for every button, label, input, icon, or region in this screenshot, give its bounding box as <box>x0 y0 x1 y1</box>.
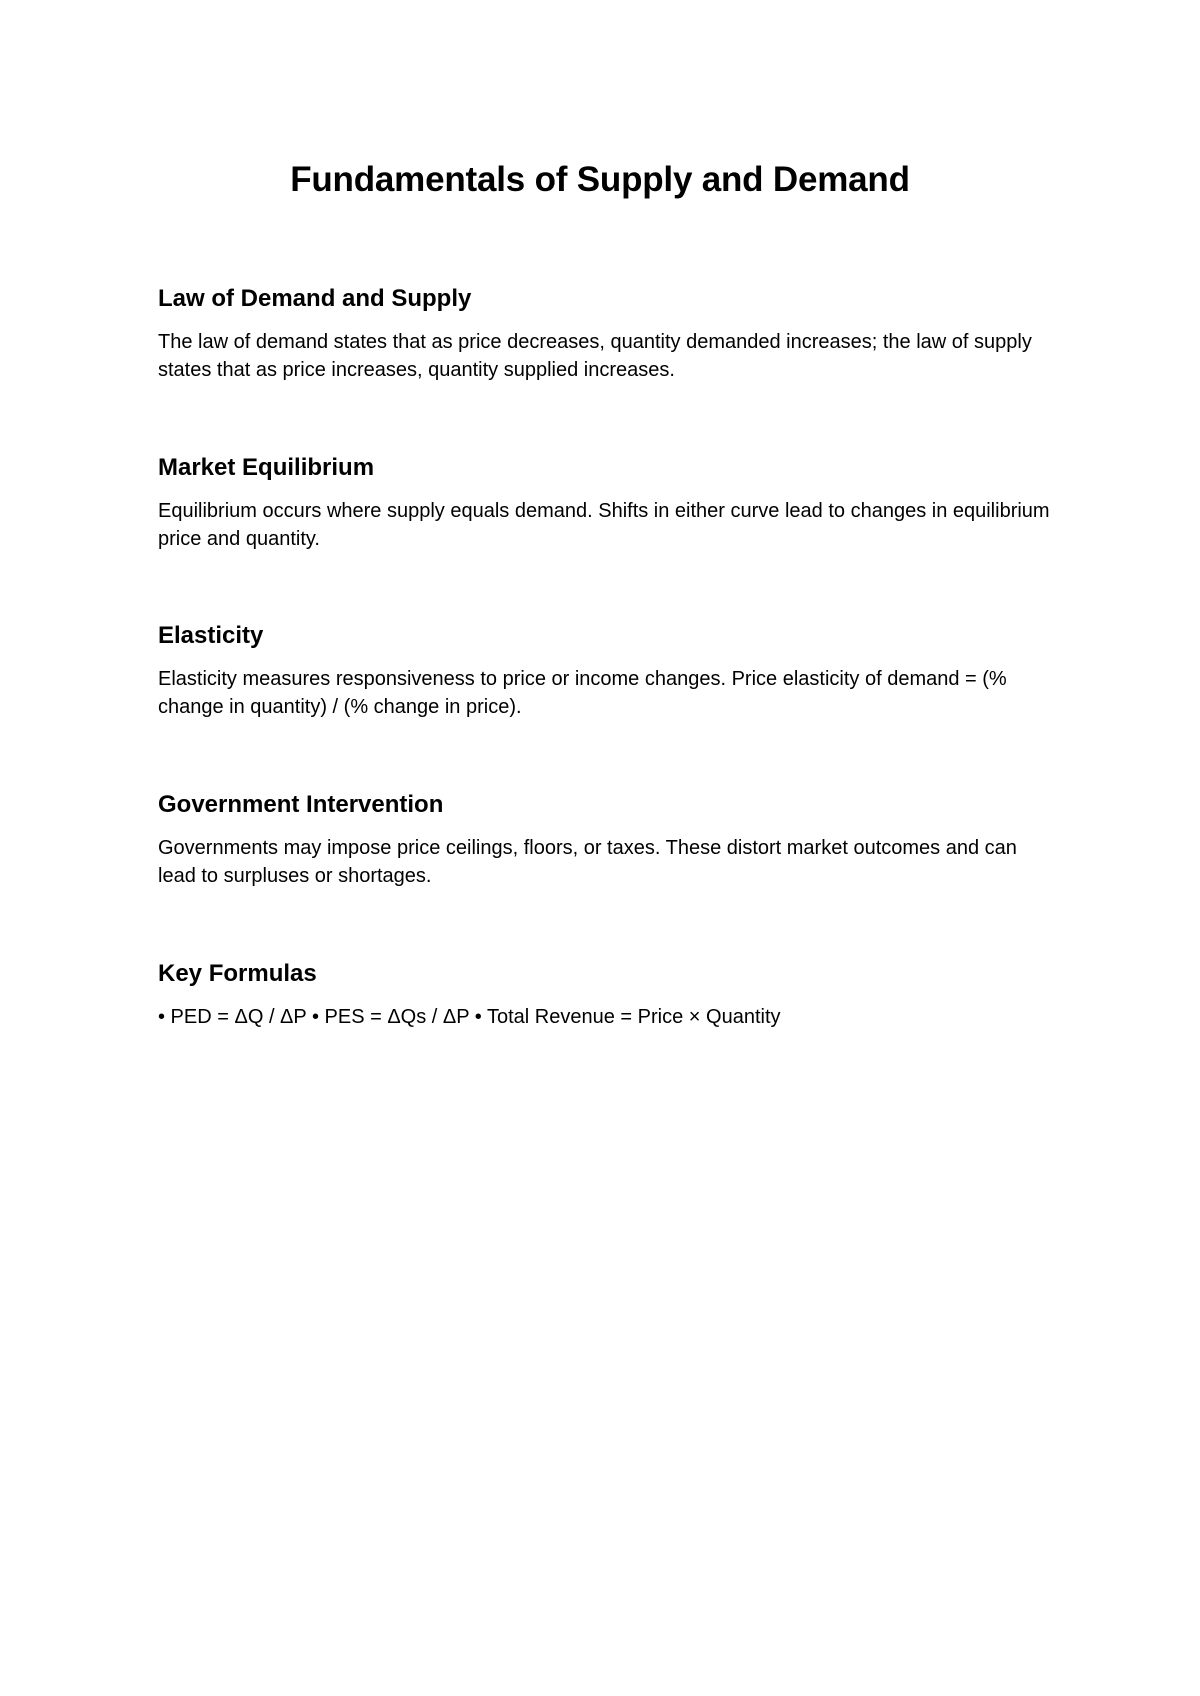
formula-list: • PED = ΔQ / ΔP • PES = ΔQs / ΔP • Total Revenue = Price × Quantity <box>158 1006 781 1028</box>
section-heading: Elasticity <box>158 622 264 649</box>
section-paragraph: Elasticity measures responsiveness to price or income changes. Price elasticity of demand = (% change in quantity) / (% change in price). <box>158 668 1007 718</box>
section-paragraph: Equilibrium occurs where supply equals demand. Shifts in either curve lead to changes in equilibrium price and quantity. <box>158 500 1050 550</box>
section-market-equilibrium <box>158 452 1058 553</box>
document-title: Fundamentals of Supply and Demand <box>290 160 910 199</box>
section-law-of-demand-and-supply <box>158 283 1058 384</box>
section-paragraph: Governments may impose price ceilings, floors, or taxes. These distort market outcomes and can lead to surpluses or shortages. <box>158 837 1017 887</box>
section-elasticity <box>158 620 1058 721</box>
section-heading: Key Formulas <box>158 960 317 987</box>
section-government-intervention <box>158 789 1058 890</box>
section-key-formulas <box>158 958 1058 1031</box>
section-heading: Government Intervention <box>158 791 444 818</box>
section-heading: Market Equilibrium <box>158 454 375 481</box>
section-paragraph: The law of demand states that as price decreases, quantity demanded increases; the law of supply states that as price increases, quantity supplied increases. <box>158 331 1032 381</box>
section-heading: Law of Demand and Supply <box>158 285 472 312</box>
